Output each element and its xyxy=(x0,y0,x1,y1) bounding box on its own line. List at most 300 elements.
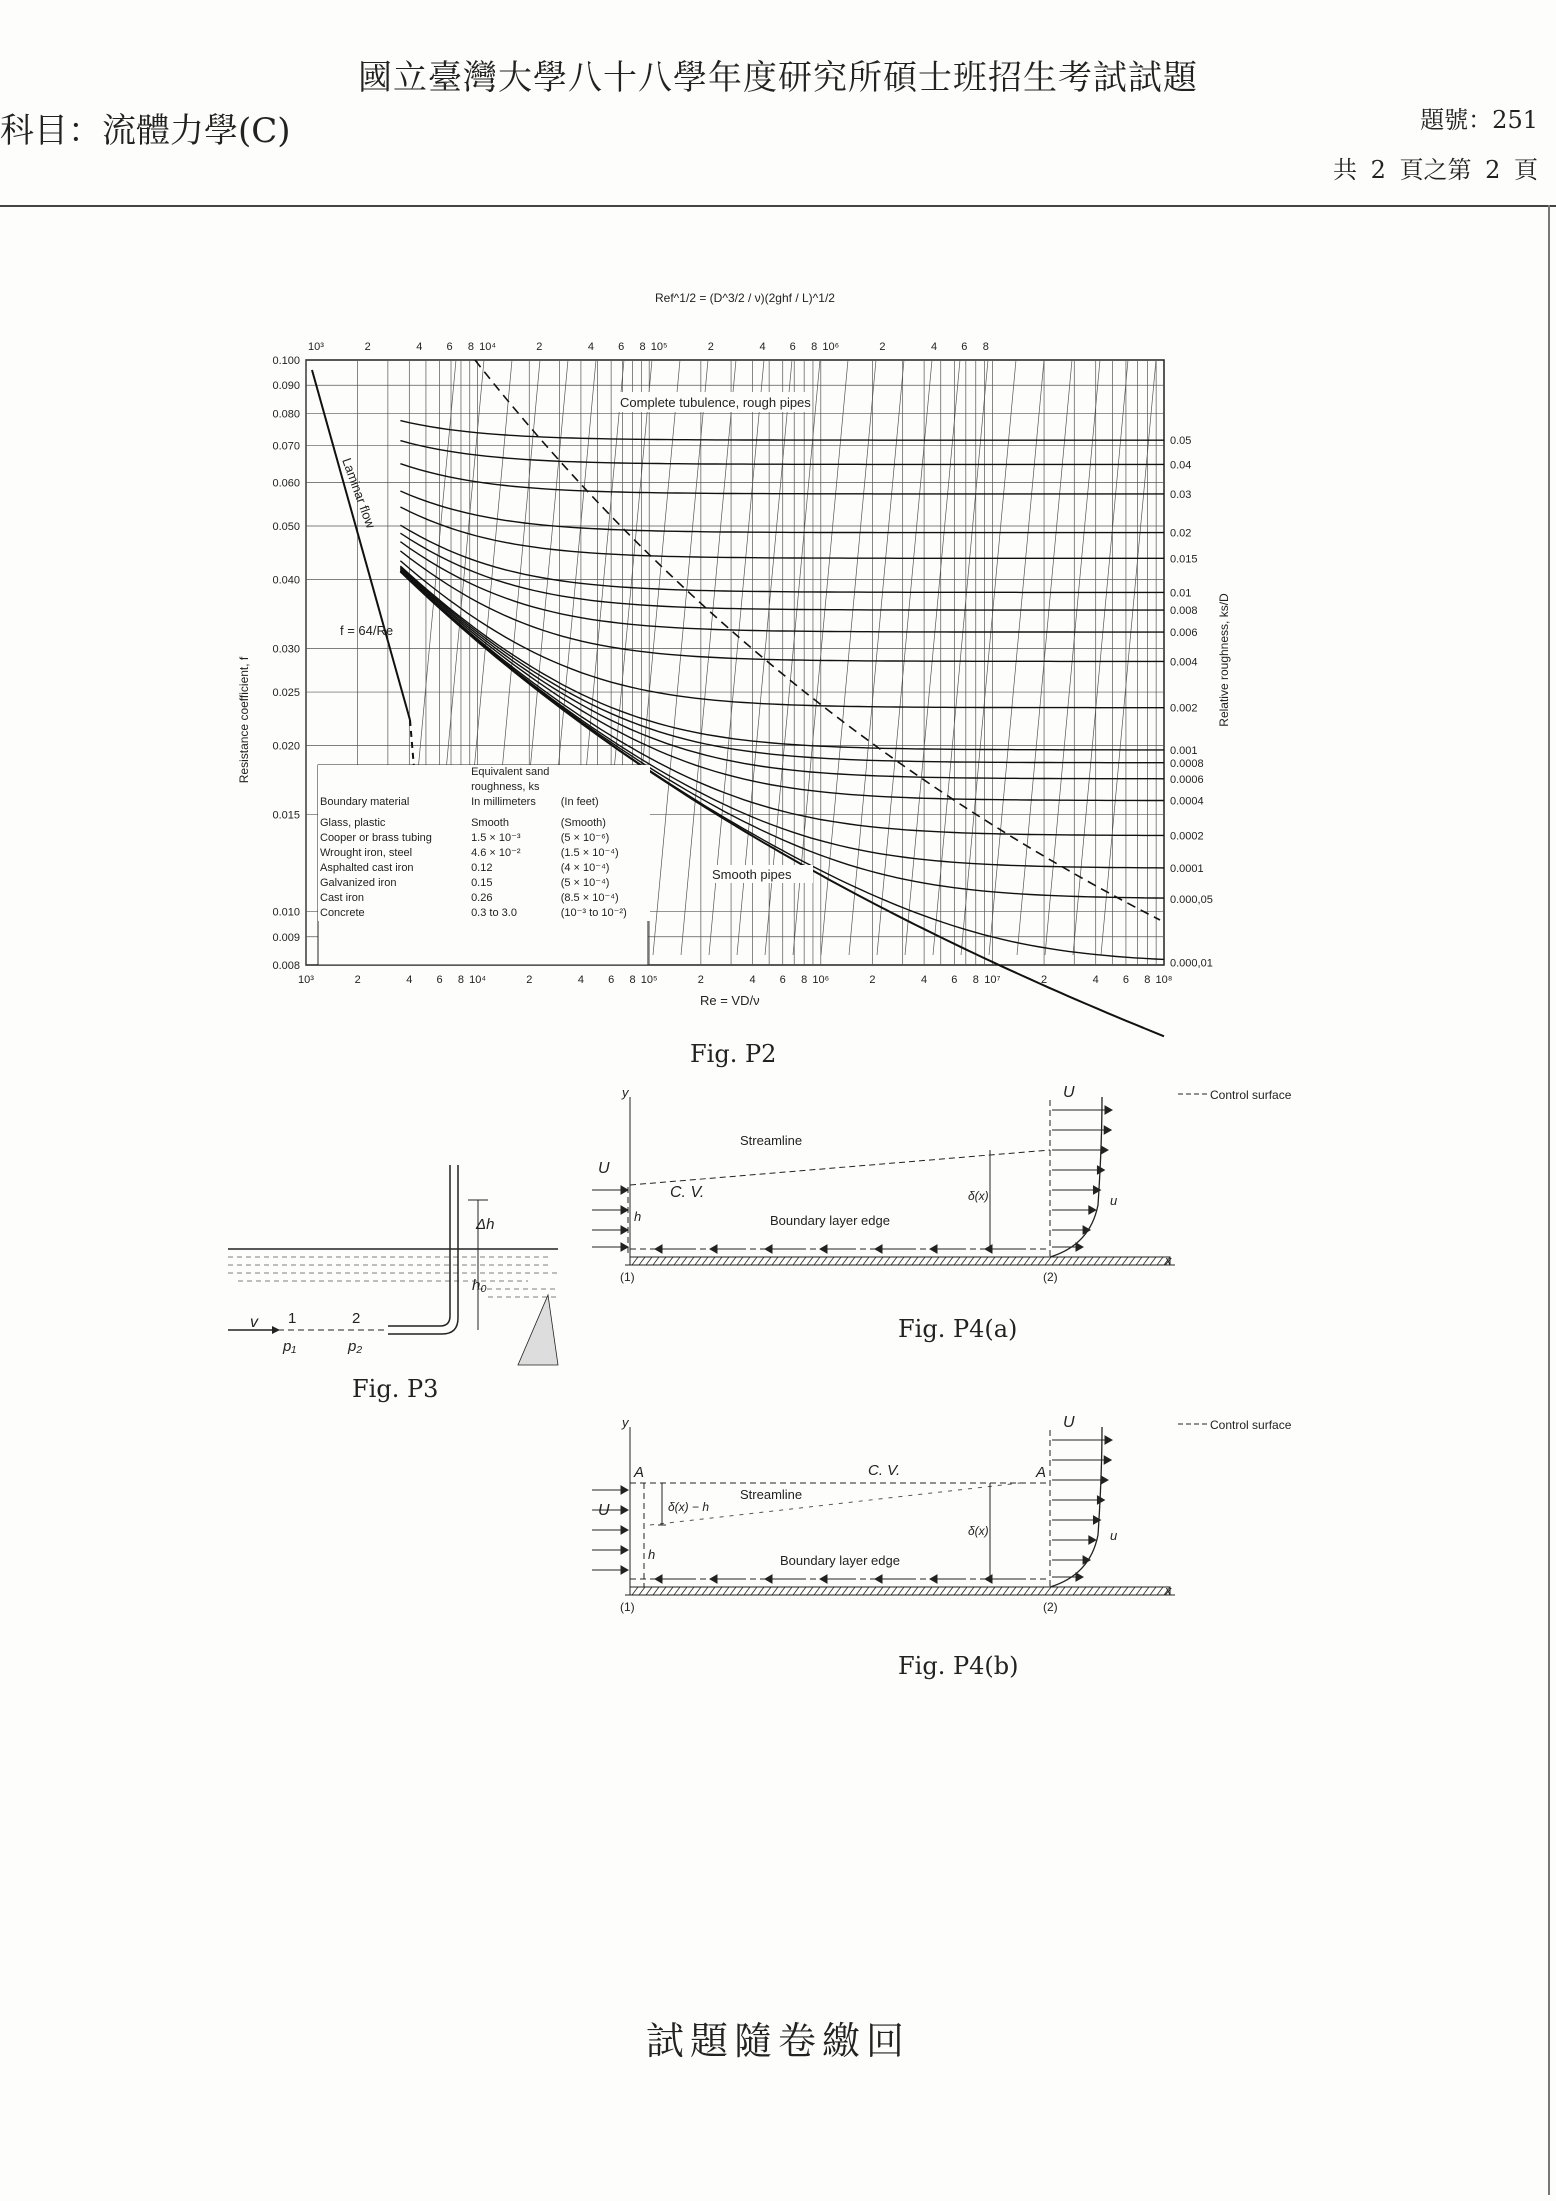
p4b-s1: (1) xyxy=(620,1600,635,1614)
fig-p4a-caption: Fig. P4(a) xyxy=(898,1315,1018,1343)
col-material: Boundary material xyxy=(320,796,410,808)
top-tick-label: 6 xyxy=(789,341,796,353)
table-row xyxy=(318,816,650,831)
p3-p2: p₂ xyxy=(348,1338,363,1355)
wall-hatch xyxy=(863,1587,869,1595)
p4b-A2: A xyxy=(1036,1464,1047,1481)
wall-hatch xyxy=(982,1257,988,1265)
table-cell: (Smooth) xyxy=(560,817,606,829)
arrow-head xyxy=(820,1245,827,1253)
wall-hatch xyxy=(1024,1257,1030,1265)
table-cell: 0.12 xyxy=(471,862,493,874)
p4a-x: x xyxy=(1165,1253,1172,1268)
table-cell: 0.26 xyxy=(471,892,493,904)
wall-hatch xyxy=(639,1587,645,1595)
wall-hatch xyxy=(1024,1587,1030,1595)
wall-hatch xyxy=(702,1257,708,1265)
p3-v: v xyxy=(250,1314,258,1331)
arrow-head xyxy=(1105,1436,1112,1444)
p4a-U-left: U xyxy=(598,1160,610,1177)
wall-hatch xyxy=(891,1587,897,1595)
arrow-head xyxy=(1097,1166,1104,1174)
wall-hatch xyxy=(1094,1257,1100,1265)
table-cell: (8.5 × 10⁻⁴) xyxy=(560,892,619,904)
wall-hatch xyxy=(1003,1257,1009,1265)
bottom-tick-label: 10⁶ xyxy=(812,974,830,986)
table-cell: Galvanized iron xyxy=(320,877,397,889)
arrow-head xyxy=(621,1186,628,1194)
wall-hatch xyxy=(1031,1257,1037,1265)
wall-hatch xyxy=(842,1257,848,1265)
wall-hatch xyxy=(1150,1587,1156,1595)
right-tick-label: 0.0004 xyxy=(1170,795,1204,808)
wall-hatch xyxy=(730,1257,736,1265)
arrow-head xyxy=(621,1546,628,1554)
wall-hatch xyxy=(709,1257,715,1265)
bottom-tick-label: 2 xyxy=(697,974,704,986)
wall-hatch xyxy=(849,1257,855,1265)
right-tick-label: 0.0001 xyxy=(1170,863,1204,876)
wall-hatch xyxy=(779,1257,785,1265)
arrow-head xyxy=(985,1245,992,1253)
arrow-head xyxy=(985,1575,992,1583)
wall-hatch xyxy=(814,1587,820,1595)
wall-hatch xyxy=(968,1257,974,1265)
arrow-head xyxy=(1101,1146,1108,1154)
wall-hatch xyxy=(660,1257,666,1265)
wall-hatch xyxy=(828,1587,834,1595)
fig-p3-caption: Fig. P3 xyxy=(352,1375,439,1403)
wall-hatch xyxy=(849,1587,855,1595)
wall-hatch xyxy=(842,1587,848,1595)
wall-hatch xyxy=(940,1257,946,1265)
wall-hatch xyxy=(1017,1587,1023,1595)
wall-hatch xyxy=(1073,1257,1079,1265)
ref-line xyxy=(653,360,708,955)
roughness-curve xyxy=(400,421,1164,441)
wall-hatch xyxy=(667,1587,673,1595)
top-tick-label: 10⁴ xyxy=(479,341,497,353)
wall-hatch xyxy=(744,1257,750,1265)
arrow-head xyxy=(820,1575,827,1583)
wall-hatch xyxy=(772,1257,778,1265)
page-edge xyxy=(1548,205,1550,2195)
top-tick-labels xyxy=(308,341,989,353)
arrow-head xyxy=(710,1575,717,1583)
wall-hatch xyxy=(800,1587,806,1595)
wall-hatch xyxy=(989,1257,995,1265)
wall-hatch xyxy=(947,1257,953,1265)
roughness-curve xyxy=(400,441,1164,465)
arrow-head xyxy=(655,1575,662,1583)
wall-hatch xyxy=(1059,1587,1065,1595)
table-cell: 1.5 × 10⁻³ xyxy=(471,832,521,844)
wall-hatch xyxy=(1059,1257,1065,1265)
right-tick-label: 0.0002 xyxy=(1170,830,1204,843)
right-tick-label: 0.004 xyxy=(1170,656,1198,669)
right-tick-label: 0.04 xyxy=(1170,459,1192,472)
table-row xyxy=(318,876,650,891)
roughness-curve xyxy=(400,542,1164,632)
p4b-legend: Control surface xyxy=(1210,1418,1292,1432)
wall-hatch xyxy=(1108,1257,1114,1265)
wall-hatch xyxy=(1038,1587,1044,1595)
wall-hatch xyxy=(751,1587,757,1595)
wall-hatch xyxy=(912,1257,918,1265)
top-tick-label: 8 xyxy=(982,341,989,353)
wall-hatch xyxy=(793,1587,799,1595)
top-tick-label: 2 xyxy=(536,341,543,353)
smooth-pipes-label: Smooth pipes xyxy=(712,867,792,882)
p4b-U-left: U xyxy=(598,1502,610,1519)
arrow-head xyxy=(621,1206,628,1214)
wall-hatch xyxy=(653,1257,659,1265)
p4a-streamline: Streamline xyxy=(740,1133,803,1148)
wall-hatch xyxy=(1157,1587,1163,1595)
p4a-delta: δ(x) xyxy=(968,1189,989,1203)
bottom-tick-label: 2 xyxy=(1040,974,1048,986)
table-cell: Glass, plastic xyxy=(320,817,386,829)
wall-hatch xyxy=(646,1587,652,1595)
bottom-tick-label: 4 xyxy=(1092,974,1099,986)
header-rule xyxy=(0,205,1556,207)
top-tick-label: 2 xyxy=(364,341,371,353)
p4b-cv: C. V. xyxy=(868,1462,901,1479)
p4b-streamline: Streamline xyxy=(740,1487,803,1502)
wall-hatch xyxy=(786,1587,792,1595)
wall-hatch xyxy=(814,1257,820,1265)
p4b-u: u xyxy=(1110,1528,1118,1543)
arrow-head xyxy=(1076,1243,1083,1251)
arrow-head xyxy=(1097,1496,1104,1504)
bottom-tick-label: 8 xyxy=(457,974,465,986)
wall-hatch xyxy=(1073,1587,1079,1595)
p4a-s2: (2) xyxy=(1043,1270,1058,1284)
wall-hatch xyxy=(653,1587,659,1595)
p3-dh: Δh xyxy=(476,1216,495,1233)
arrow-head xyxy=(875,1575,882,1583)
laminar-line xyxy=(312,370,410,720)
table-body xyxy=(318,816,650,921)
wall-hatch xyxy=(772,1587,778,1595)
bottom-tick-label: 8 xyxy=(1144,974,1151,986)
wall-hatch xyxy=(1136,1587,1142,1595)
bottom-tick-label: 6 xyxy=(608,974,615,986)
bottom-tick-label: 2 xyxy=(869,974,876,986)
ref-line xyxy=(1045,360,1100,955)
wall-hatch xyxy=(940,1587,946,1595)
p3-n1: 1 xyxy=(288,1310,297,1327)
wall-hatch xyxy=(835,1257,841,1265)
bottom-tick-label: 6 xyxy=(779,974,786,986)
ref-line xyxy=(877,360,932,955)
moody-diagram xyxy=(230,280,1240,1040)
left-tick-label: 0.100 xyxy=(272,355,300,367)
arrow-head xyxy=(621,1486,628,1494)
wall-hatch xyxy=(961,1257,967,1265)
p4b-x: x xyxy=(1165,1583,1172,1598)
wall-hatch xyxy=(716,1257,722,1265)
right-tick-label: 0.000,01 xyxy=(1170,957,1213,970)
p3-p1: p₁ xyxy=(283,1338,297,1355)
wall-hatch xyxy=(632,1257,638,1265)
wall-hatch xyxy=(884,1587,890,1595)
wall-hatch xyxy=(856,1257,862,1265)
wall-hatch xyxy=(1115,1257,1121,1265)
wall-hatch xyxy=(1045,1257,1051,1265)
wall-hatch xyxy=(758,1587,764,1595)
wall-hatch xyxy=(996,1257,1002,1265)
top-tick-label: 2 xyxy=(879,341,886,353)
wall-hatch xyxy=(765,1257,771,1265)
fig-p4b-caption: Fig. P4(b) xyxy=(898,1652,1019,1680)
wall-hatch xyxy=(1017,1257,1023,1265)
table-cell: (5 × 10⁻⁶) xyxy=(560,832,610,844)
top-tick-label: 6 xyxy=(618,341,625,353)
p4b-s2: (2) xyxy=(1043,1600,1058,1614)
right-tick-label: 0.0008 xyxy=(1170,757,1204,770)
wall-hatch xyxy=(870,1257,876,1265)
wall-hatch xyxy=(828,1257,834,1265)
wall-hatch xyxy=(758,1257,764,1265)
wall-hatch xyxy=(1066,1257,1072,1265)
left-tick-label: 0.060 xyxy=(272,477,300,490)
wall-hatch xyxy=(660,1587,666,1595)
wall-hatch xyxy=(933,1257,939,1265)
bottom-tick-label: 4 xyxy=(577,974,584,986)
table-head-mid: roughness, ks xyxy=(471,781,540,793)
col-ft: (In feet) xyxy=(560,796,599,808)
wall-hatch xyxy=(702,1587,708,1595)
left-tick-label: 0.025 xyxy=(272,687,300,700)
wall-hatch xyxy=(1136,1257,1142,1265)
arrow-head xyxy=(1105,1106,1112,1114)
right-tick-label: 0.015 xyxy=(1170,553,1198,566)
ref-line xyxy=(1073,360,1128,955)
bottom-tick-label: 6 xyxy=(436,974,443,986)
fig-p4b-drawing xyxy=(580,1414,1292,1625)
bottom-tick-label: 6 xyxy=(1122,974,1129,986)
left-tick-label: 0.090 xyxy=(272,380,300,393)
p4b-h: h xyxy=(648,1547,656,1562)
wall-hatch xyxy=(1066,1587,1072,1595)
bottom-tick-label: 2 xyxy=(354,974,361,986)
top-tick-label: 4 xyxy=(587,341,594,353)
wall-hatch xyxy=(1010,1587,1016,1595)
wall-hatch xyxy=(674,1587,680,1595)
wall-hatch xyxy=(1150,1257,1156,1265)
wall-hatch xyxy=(800,1257,806,1265)
right-axis-label: Relative roughness, ks/D xyxy=(1217,593,1231,727)
table-cell: 4.6 × 10⁻² xyxy=(471,847,521,859)
arrow-head xyxy=(710,1245,717,1253)
wall-hatch xyxy=(1108,1587,1114,1595)
bottom-tick-label: 10⁸ xyxy=(1155,974,1173,986)
right-tick-label: 0.0006 xyxy=(1170,773,1204,786)
wall-hatch xyxy=(688,1257,694,1265)
p4a-ble: Boundary layer edge xyxy=(770,1213,890,1228)
wall-hatch xyxy=(765,1587,771,1595)
wall-hatch xyxy=(1080,1587,1086,1595)
top-tick-label: 6 xyxy=(961,341,968,353)
wall-hatch xyxy=(1129,1257,1135,1265)
wall-hatch xyxy=(744,1587,750,1595)
wall-hatch xyxy=(632,1587,638,1595)
wall-hatch xyxy=(639,1257,645,1265)
table-row xyxy=(318,891,650,906)
fig-p3-drawing xyxy=(228,1165,558,1365)
top-tick-label: 4 xyxy=(416,341,423,353)
wall-hatch xyxy=(1122,1257,1128,1265)
wall-hatch xyxy=(898,1257,904,1265)
wall-hatch xyxy=(1101,1257,1107,1265)
wall-hatch xyxy=(688,1587,694,1595)
wall-hatch xyxy=(730,1587,736,1595)
left-tick-label: 0.020 xyxy=(272,740,300,753)
wall-hatch xyxy=(779,1587,785,1595)
table-row xyxy=(318,846,650,861)
left-tick-label: 0.009 xyxy=(272,931,300,944)
left-tick-label: 0.050 xyxy=(272,521,300,534)
right-tick-label: 0.001 xyxy=(1170,744,1198,757)
wall-hatch xyxy=(751,1257,757,1265)
wall-hatch xyxy=(737,1257,743,1265)
table-cell: (10⁻³ to 10⁻²) xyxy=(560,907,627,919)
top-tick-label: 10³ xyxy=(308,341,324,353)
footer-notice: 試題隨卷繳回 xyxy=(645,2019,910,2063)
top-axis-label: Ref^1/2 = (D^3/2 / ν)(2ghf / L)^1/2 xyxy=(655,291,835,305)
wall-hatch xyxy=(709,1587,715,1595)
wall-hatch xyxy=(926,1257,932,1265)
right-tick-label: 0.006 xyxy=(1170,627,1198,640)
laminar-label: Laminar flow xyxy=(339,455,379,531)
ref-line xyxy=(1101,360,1156,955)
wall-hatch xyxy=(1031,1587,1037,1595)
roughness-curve xyxy=(400,566,1164,750)
wall-hatch xyxy=(821,1587,827,1595)
roughness-table xyxy=(318,765,650,921)
top-tick-label: 10⁶ xyxy=(822,341,840,353)
wall-hatch xyxy=(891,1257,897,1265)
p4a-u: u xyxy=(1110,1193,1118,1208)
bottom-tick-label: 8 xyxy=(801,974,808,986)
wall-hatch xyxy=(954,1257,960,1265)
left-tick-label: 0.008 xyxy=(272,960,300,972)
bottom-tick-label: 10⁷ xyxy=(984,974,1001,986)
p4a-y: y xyxy=(622,1085,629,1100)
complete-turbulence-label: Complete tubulence, rough pipes xyxy=(620,395,811,410)
table-cell: Concrete xyxy=(320,907,365,919)
wall-hatch xyxy=(947,1587,953,1595)
bottom-tick-label: 10³ xyxy=(298,974,314,986)
wall-hatch xyxy=(835,1587,841,1595)
left-tick-labels xyxy=(272,355,300,972)
arrow-head xyxy=(875,1245,882,1253)
p4a-s1: (1) xyxy=(620,1270,635,1284)
wall-hatch xyxy=(681,1257,687,1265)
arrow-head xyxy=(621,1226,628,1234)
right-tick-label: 0.02 xyxy=(1170,527,1192,540)
arrow-head xyxy=(621,1566,628,1574)
top-tick-label: 8 xyxy=(467,341,475,353)
wall-hatch xyxy=(723,1587,729,1595)
arrow-head xyxy=(621,1243,628,1251)
left-tick-label: 0.015 xyxy=(272,809,300,822)
left-tick-label: 0.030 xyxy=(272,643,300,656)
wall-hatch xyxy=(695,1257,701,1265)
p4a-cv: C. V. xyxy=(670,1184,705,1201)
wall-hatch xyxy=(870,1587,876,1595)
wall-hatch xyxy=(1115,1587,1121,1595)
arrow-head xyxy=(1089,1536,1096,1544)
bottom-tick-label: 10⁵ xyxy=(640,974,658,986)
wall-hatch xyxy=(919,1257,925,1265)
ref-line xyxy=(849,360,904,955)
wall-hatch xyxy=(926,1587,932,1595)
ref-line xyxy=(821,360,876,955)
arrow-head xyxy=(1101,1476,1108,1484)
right-tick-label: 0.008 xyxy=(1170,605,1198,618)
table-cell: 0.15 xyxy=(471,877,493,889)
arrow-head xyxy=(655,1245,662,1253)
exam-subject: 科目：流體力學(C) xyxy=(0,111,291,151)
bottom-tick-label: 10⁴ xyxy=(469,974,487,986)
wall-hatch xyxy=(793,1257,799,1265)
top-tick-label: 8 xyxy=(639,341,646,353)
bottom-tick-label: 4 xyxy=(749,974,756,986)
p3-h0: h₀ xyxy=(472,1277,487,1294)
p4b-U-top: U xyxy=(1063,1414,1075,1431)
table-cell: Wrought iron, steel xyxy=(320,847,413,859)
arrow-head xyxy=(621,1526,628,1534)
arrow-head xyxy=(930,1575,937,1583)
wall-hatch xyxy=(1094,1587,1100,1595)
wall-hatch xyxy=(1003,1587,1009,1595)
left-tick-label: 0.010 xyxy=(272,906,300,919)
wall-hatch xyxy=(1087,1587,1093,1595)
arrow-head xyxy=(765,1245,772,1253)
y-axis-label: Resistance coefficient, f xyxy=(237,656,251,784)
wall-hatch xyxy=(1143,1257,1149,1265)
wall-hatch xyxy=(1045,1587,1051,1595)
arrow-head xyxy=(1089,1206,1096,1214)
wall-hatch xyxy=(646,1257,652,1265)
p3-n2: 2 xyxy=(352,1310,361,1327)
p4a-U-top: U xyxy=(1063,1084,1075,1101)
wall-hatch xyxy=(982,1587,988,1595)
top-tick-label: 8 xyxy=(811,341,818,353)
wall-hatch xyxy=(1080,1257,1086,1265)
wall-hatch xyxy=(933,1587,939,1595)
wall-hatch xyxy=(723,1257,729,1265)
table-row xyxy=(318,831,650,846)
ref-line xyxy=(933,360,988,955)
wall-hatch xyxy=(1052,1257,1058,1265)
wall-hatch xyxy=(695,1587,701,1595)
p4a-h: h xyxy=(634,1209,642,1224)
wall-hatch xyxy=(1101,1587,1107,1595)
p4b-A1: A xyxy=(634,1464,645,1481)
exam-title: 國立臺灣大學八十八學年度研究所碩士班招生考試試題 xyxy=(358,58,1198,98)
left-tick-label: 0.040 xyxy=(272,574,300,587)
ref-line xyxy=(905,360,960,955)
p4a-legend: Control surface xyxy=(1210,1088,1292,1102)
wall-hatch xyxy=(989,1587,995,1595)
arrow-head xyxy=(765,1575,772,1583)
table-head-top: Equivalent sand xyxy=(471,766,550,778)
page-info: 共 2 頁之第 2 頁 xyxy=(1332,156,1538,184)
wall-hatch xyxy=(1087,1257,1093,1265)
